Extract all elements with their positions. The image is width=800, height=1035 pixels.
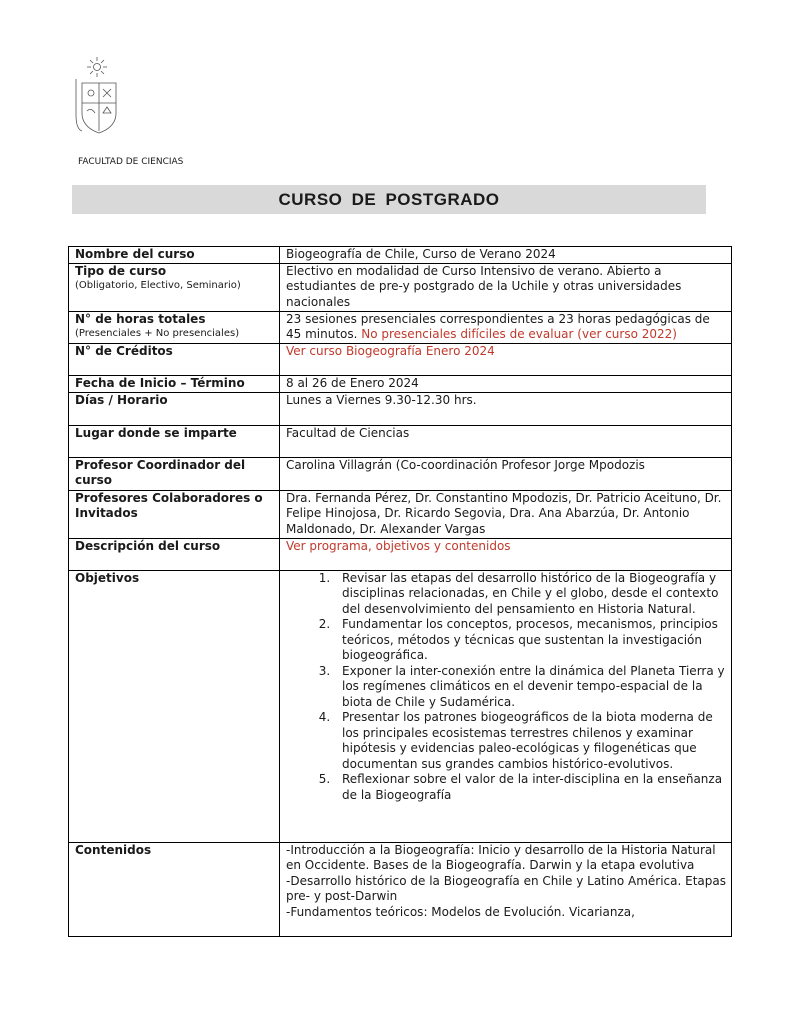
label-horas-main: N° de horas totales [75, 311, 206, 326]
objective-item: 5. Reflexionar sobre el valor de la inter-disciplina en la enseñanza de la Biogeografía [334, 772, 727, 803]
row-tipo [69, 263, 732, 311]
label-descripcion: Descripción del curso [69, 538, 280, 570]
value-objetivos [280, 570, 732, 842]
label-nombre: Nombre del curso [69, 247, 280, 264]
value-colaboradores: Dra. Fernanda Pérez, Dr. Constantino Mpodozis, Dr. Patricio Aceituno, Dr. Felipe Hinojosa, Dr. Ricardo Segovia, Dra. Ana Abarzúa, Dr. Antonio Maldonado, Dr. Alexander Vargas [280, 490, 732, 538]
row-nombre [69, 247, 732, 264]
university-seal-logo [72, 55, 126, 135]
label-dias: Días / Horario [69, 392, 280, 425]
title-banner [72, 185, 706, 214]
row-dias [69, 392, 732, 425]
objective-item: 1. Revisar las etapas del desarrollo histórico de la Biogeografía y disciplinas relacionadas, en Chile y el globo, desde el contexto del desenvolvimiento del pensamiento en Historia Natural. [334, 571, 727, 618]
value-horas [280, 311, 732, 343]
label-lugar: Lugar donde se imparte [69, 425, 280, 457]
value-profesor: Carolina Villagrán (Co-coordinación Profesor Jorge Mpodozis [280, 457, 732, 490]
label-tipo-sub: (Obligatorio, Electivo, Seminario) [75, 280, 241, 291]
value-horas-text: 23 sesiones presenciales correspondientes a 23 horas pedagógicas de 45 minutos. [286, 311, 710, 341]
row-creditos [69, 343, 732, 375]
value-nombre: Biogeografía de Chile, Curso de Verano 2024 [280, 247, 732, 264]
row-fecha [69, 375, 732, 392]
objective-item: 2. Fundamentar los conceptos, procesos, mecanismos, principios teóricos, métodos y técnicas que sustentan la investigación biogeográfica. [334, 617, 727, 664]
label-horas [69, 311, 280, 343]
page-title: CURSO DE POSTGRADO [278, 189, 500, 209]
row-descripcion [69, 538, 732, 570]
faculty-name: FACULTAD DE CIENCIAS [78, 157, 184, 167]
content-item: -Fundamentos teóricos: Modelos de Evolución. Vicarianza, [286, 904, 635, 919]
label-tipo-main: Tipo de curso [75, 263, 167, 278]
label-tipo [69, 263, 280, 311]
label-colaboradores: Profesores Colaboradores o Invitados [69, 490, 280, 538]
value-fecha: 8 al 26 de Enero 2024 [280, 375, 732, 392]
objectives-list [286, 571, 727, 804]
value-dias: Lunes a Viernes 9.30-12.30 hrs. [280, 392, 732, 425]
row-objetivos [69, 570, 732, 842]
value-tipo: Electivo en modalidad de Curso Intensivo de verano. Abierto a estudiantes de pre-y postgrado de la Uchile y otras universidades nacionales [280, 263, 732, 311]
row-contenidos [69, 842, 732, 936]
label-fecha: Fecha de Inicio – Término [69, 375, 280, 392]
value-contenidos [280, 842, 732, 936]
value-lugar: Facultad de Ciencias [280, 425, 732, 457]
label-objetivos: Objetivos [69, 570, 280, 842]
value-descripcion-link[interactable]: Ver programa, objetivos y contenidos [280, 538, 732, 570]
objective-item: 4. Presentar los patrones biogeográficos de la biota moderna de los principales ecosistemas terrestres chilenos y examinar hipótesis y evidencias paleo-ecológicas y filogenéticas que documentan sus grandes cambios histórico-evolutivos. [334, 710, 727, 772]
course-info-table [68, 246, 732, 937]
value-creditos-link[interactable]: Ver curso Biogeografía Enero 2024 [280, 343, 732, 375]
content-item: -Desarrollo histórico de la Biogeografía en Chile y Latino América. Etapas pre- y post-Darwin [286, 873, 726, 903]
label-creditos: N° de Créditos [69, 343, 280, 375]
value-horas-note: No presenciales difíciles de evaluar (ver curso 2022) [361, 327, 677, 341]
row-profesor [69, 457, 732, 490]
row-lugar [69, 425, 732, 457]
label-horas-sub: (Presenciales + No presenciales) [75, 328, 240, 339]
label-contenidos: Contenidos [69, 842, 280, 936]
row-horas [69, 311, 732, 343]
label-profesor: Profesor Coordinador del curso [69, 457, 280, 490]
objective-item: 3. Exponer la inter-conexión entre la dinámica del Planeta Tierra y los regímenes climáticos en el devenir tempo-espacial de la biota de Chile y Sudamérica. [334, 664, 727, 711]
row-colaboradores [69, 490, 732, 538]
content-item: -Introducción a la Biogeografía: Inicio y desarrollo de la Historia Natural en Occidente. Bases de la Biogeografía. Darwin y la etapa evolutiva [286, 842, 716, 872]
